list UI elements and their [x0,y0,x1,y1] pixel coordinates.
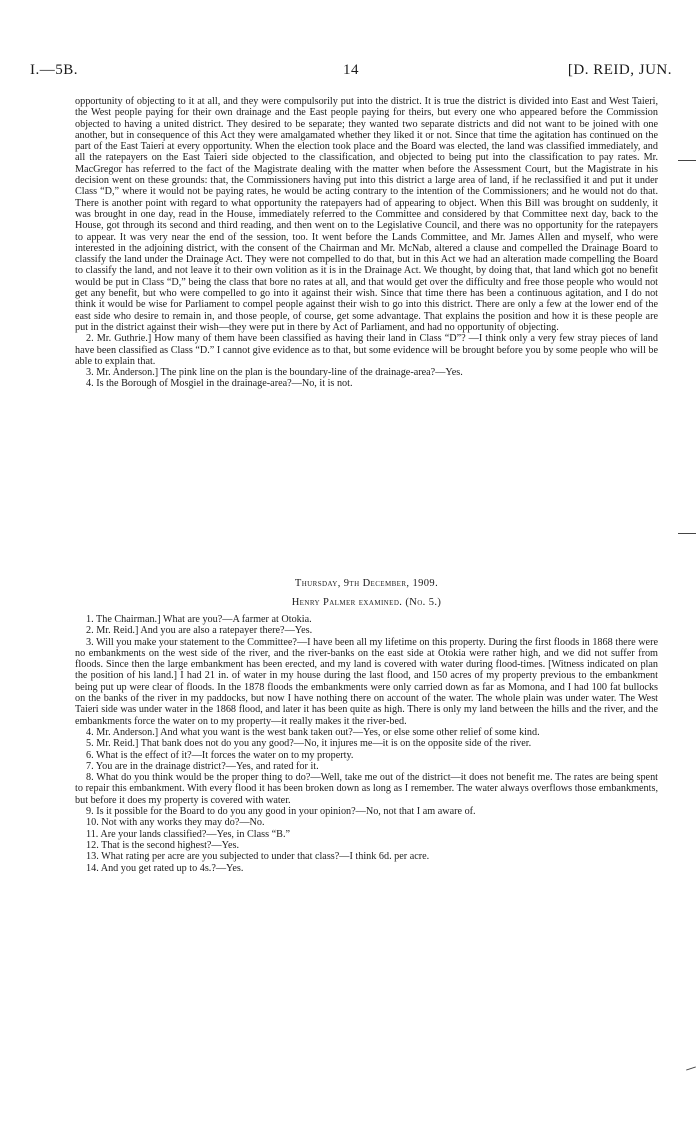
question-answer: 8. What do you think would be the proper thing to do?—Well, take me out of the district—it does not benefit me. The rates are being spent to repair this embankment. With every flood it has been broken down as long as I remember. The water always overflows those embankments, but before it does my property is covered with water. [75,772,658,806]
date-heading: Thursday, 9th December, 1909. [294,578,439,589]
paper-reference: I.—5B. [30,62,78,78]
question-answer: 4. Mr. Anderson.] And what you want is the west bank taken out?—Yes, or else some other relief of some kind. [86,726,540,738]
question-answer: 1. The Chairman.] What are you?—A farmer at Otokia. [86,614,312,625]
page-header [30,62,672,82]
evidence-section-reid [75,96,658,390]
question-answer: 13. What rating per acre are you subjected to under that class?—I think 6d. per acre. [86,851,430,863]
page-number: 14 [343,62,359,78]
question-answer: 14. And you get rated up to 4s.?—Yes. [86,862,244,874]
margin-mark [686,1066,696,1070]
question-answer: 12. That is the second highest?—Yes. [86,839,239,851]
question-answer: 10. Not with any works they may do?—No. [86,817,265,829]
question-answer: 7. You are in the drainage district?—Yes, and rated for it. [86,760,319,772]
margin-mark [678,160,696,161]
question-answer: 9. Is it possible for the Board to do you any good in your opinion?—No, not that I am aware of. [86,806,476,818]
question-answer: 4. Is the Borough of Mosgiel in the drainage-area?—No, it is not. [86,378,353,390]
paragraph: opportunity of objecting to it at all, and they were compulsorily put into the district. It is true the district is divided into East and West Taieri, the West people paying for their own drainage and the East people paying for theirs, but every one who appeared before the Commission objected to having a united district. They desired to be separate; they wanted two separate districts and did not want to be joined with one another, but in consequence of this Act they were amalgamated whether they liked it or not. Since that time the agitation has continued on the part of the East Taieri at every opportunity. When the election took place and the Board was elected, the land was classified immediately, and all the ratepayers on the East Taieri side objected to the classification, and objected to being put into the classification to pay rates. Mr. MacGregor has referred to the fact of the Magistrate dealing with the matter when before the Assessment Court, but the Magistrate in his decision went on these grounds: that, the Commissioners having put into this district a large area of land, if he reclassified it and put it under Class “D,” where it would not be paying rates, he would be acting contrary to the intention of the Commissioners; and he would not do that. There is another point with regard to what opportunity the ratepayers had of appearing to object. When this Bill was brought on suddenly, it was brought in one day, read in the House, immediately referred to the Committee and considered by that Committee next day, back to the House, got through its second and third reading, and then went on to the Legislative Council, and there was no opportunity for the ratepayers to appear. It was very near the end of the session, too. It went before the Lands Committee, and Mr. James Allen and myself, who were interested in the adjoining district, with the consent of the Chairman and Mr. McNab, altered a clause and compelled the Drainage Board to classify the land under the Drainage Act. They were not compelled to do that, but in this Act we had an alteration made compelling the Board to classify the land, and not leave it to their own volition as it is in the Drainage Act. We thought, by doing that, that land which got no benefit would be put in Class “D,” being the class that bore no rates at all, and that would get over the difficulty and free those people who would not get any benefit, but who were compelled to go into it against their wish. Since that time there has been a continuous agitation, and I do not think it would be wise for Parliament to compel people against their wish to go into this district. There are only a few at the lower end of the east side who desire to remain in, and those people, of course, get some advantage. That explains the position and how it is these people are put in the district against their wish—they were put in there by Act of Parliament, and had no opportunity of objecting. [75,96,658,333]
question-answer: 2. Mr. Reid.] And you are also a ratepayer there?—Yes. [86,625,313,637]
witness-running-head: [D. REID, JUN. [567,62,672,78]
question-answer: 2. Mr. Guthrie.] How many of them have been classified as having their land in Class “D”? —I think only a very few stray pieces of land have been classified as Class “D.” I cannot give evidence as to that, but some evidence will be brought before you by some people who will be able to explain that. [75,333,658,367]
question-answer: 5. Mr. Reid.] That bank does not do you any good?—No, it injures me—it is on the opposite side of the river. [86,738,532,750]
evidence-section-palmer [75,614,658,874]
question-answer: 3. Mr. Anderson.] The pink line on the plan is the boundary-line of the drainage-area?—Yes. [86,367,463,379]
question-answer: 6. What is the effect of it?—It forces the water on to my property. [86,749,354,761]
question-answer: 11. Are your lands classified?—Yes, in Class “B.” [86,828,291,840]
margin-mark [678,533,696,534]
witness-heading: Henry Palmer examined. (No. 5.) [291,597,442,608]
question-answer: 3. Will you make your statement to the Committee?—I have been all my lifetime on this property. During the first floods in 1868 there were no embankments on the west side of the river, and the river-banks on the east side at Otokia were rather high, and we did not suffer from floods. Since then the large embankment has been erected, and my land is covered with water during flood-times. [Witness indicated on plan the position of his land.] I had 21 in. of water in my house during the last flood, and 150 acres of my property previous to the embankment being put up were clear of floods. In the 1878 floods the embankments were only carried down as far as Momona, and I had 100 fat bullocks on the banks of the river in my paddocks, but now I have nothing there on account of the water. The whole plain was under water. The West Taieri side was under water in the 1868 flood, and later it has been quite as high. There is only my land between the hills and the river, and the embankments force the water on to my property—it really makes it the river-bed. [75,636,658,727]
